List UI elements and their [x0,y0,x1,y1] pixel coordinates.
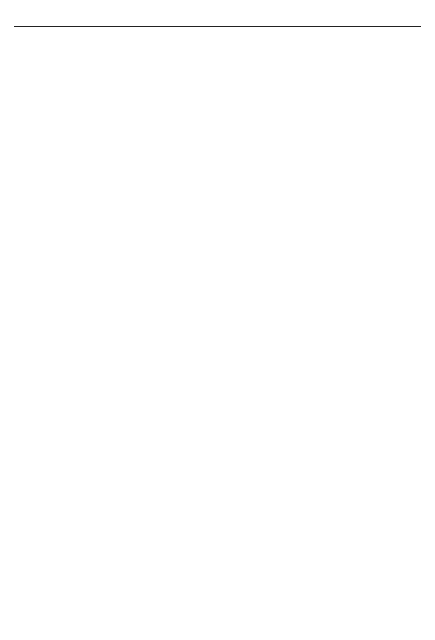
paragraph-3 [14,66,421,81]
paragraph-1 [14,33,421,48]
paragraph-11 [14,197,421,212]
running-header [14,6,421,27]
paragraph-9 [14,164,421,179]
paragraph-2 [14,49,421,64]
paragraph-4 [14,82,421,97]
paragraph-10 [14,181,421,196]
paragraph-5 [14,99,421,114]
paragraph-6 [14,115,421,130]
paragraph-8 [14,148,421,163]
paragraph-7 [14,131,421,146]
body-text [14,33,421,633]
